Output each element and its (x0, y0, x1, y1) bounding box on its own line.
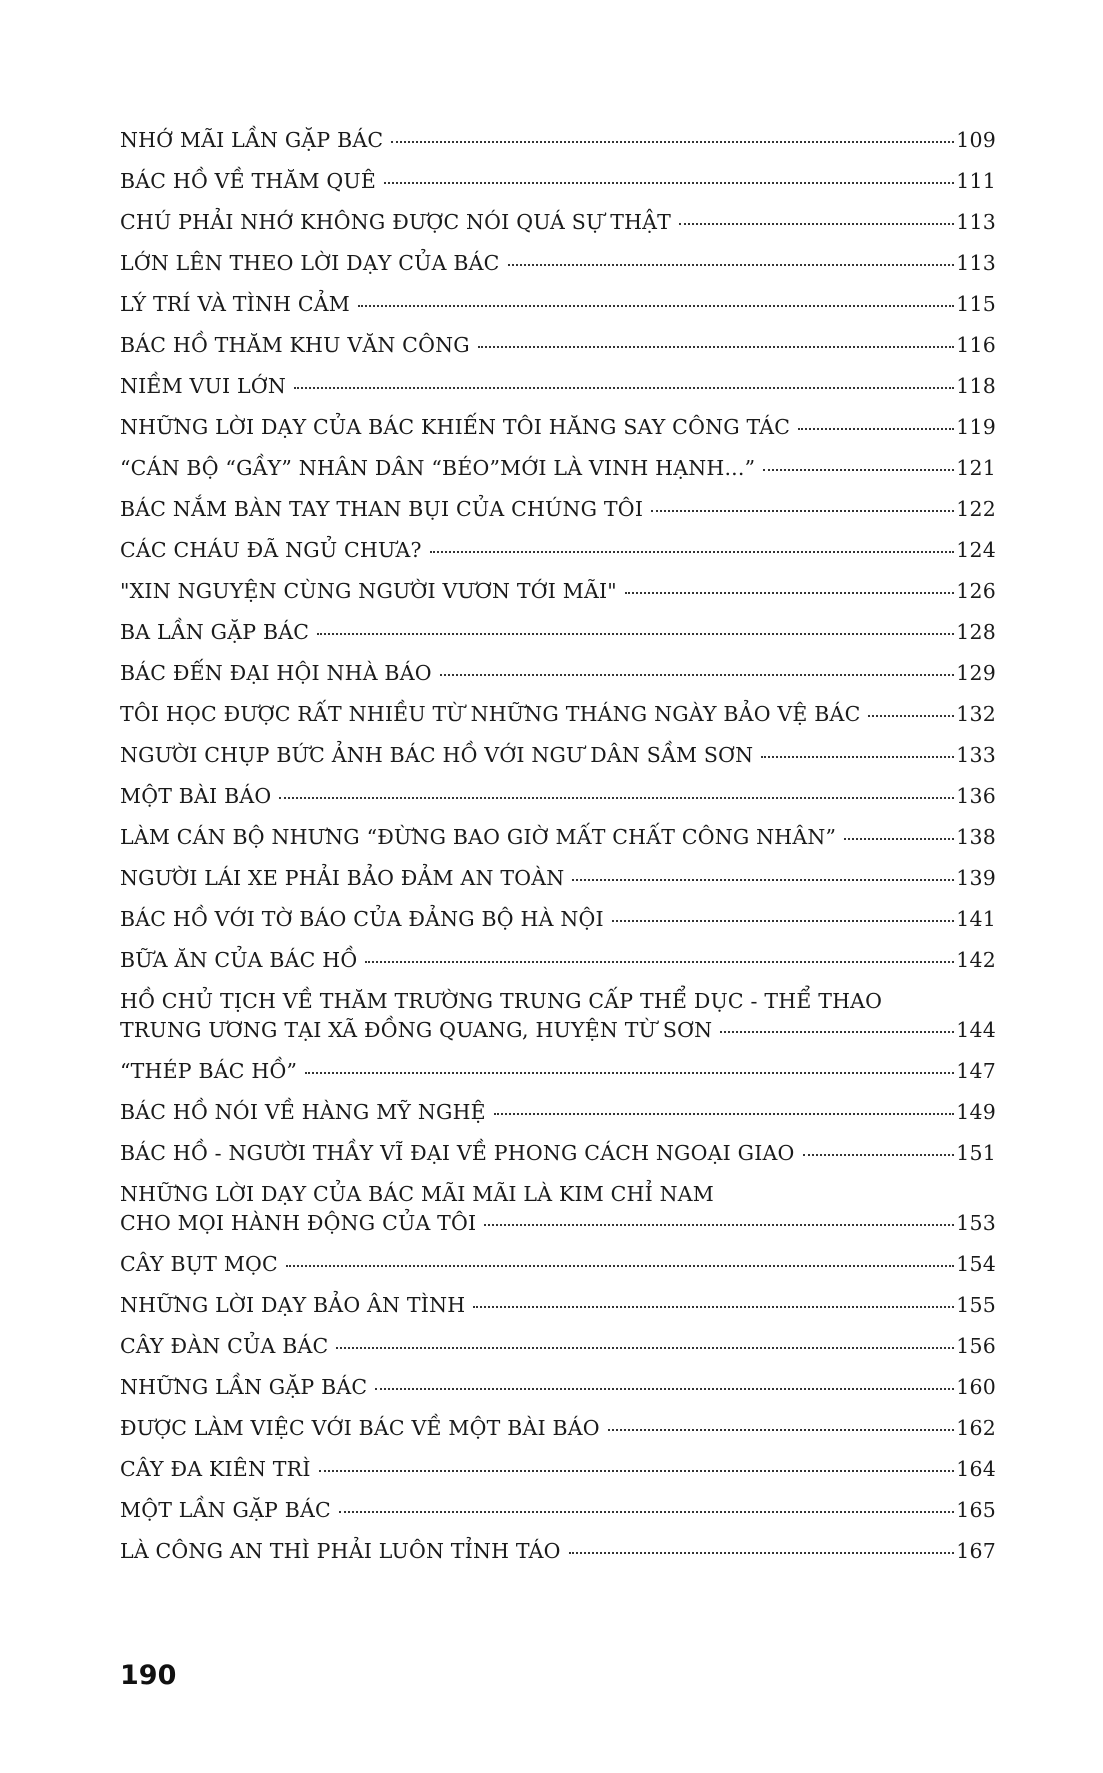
toc-entry-page-number: 128 (956, 620, 996, 644)
dot-leader (473, 1306, 954, 1308)
dot-leader (440, 674, 955, 676)
dot-leader (625, 592, 954, 594)
toc-entry-title: MỘT LẦN GẶP BÁC (120, 1498, 331, 1522)
toc-entry-line (120, 366, 996, 407)
toc-entry-line (120, 571, 996, 612)
toc-entry (120, 366, 996, 407)
toc-entry (120, 161, 996, 202)
toc-entry-page-number: 132 (956, 702, 996, 726)
toc-entry-line (120, 735, 996, 776)
dot-leader (803, 1154, 955, 1156)
toc-entry (120, 694, 996, 735)
toc-entry-title: CÂY ĐÀN CỦA BÁC (120, 1334, 329, 1358)
toc-entry-title: TRUNG ƯƠNG TẠI XÃ ĐỒNG QUANG, HUYỆN TỪ SƠN (120, 1018, 713, 1042)
toc-entry (120, 1531, 996, 1572)
toc-entry-line (120, 243, 996, 284)
toc-entry-title: BÁC NẮM BÀN TAY THAN BỤI CỦA CHÚNG TÔI (120, 497, 644, 521)
toc-entry (120, 202, 996, 243)
toc-entry-title: BỮA ĂN CỦA BÁC HỒ (120, 948, 358, 972)
toc-entry-title: BÁC HỒ NÓI VỀ HÀNG MỸ NGHỆ (120, 1100, 486, 1124)
toc-entry (120, 325, 996, 366)
toc-entry (120, 407, 996, 448)
dot-leader (763, 469, 954, 471)
toc-entry-title: TÔI HỌC ĐƯỢC RẤT NHIỀU TỪ NHỮNG THÁNG NGÀY BẢO VỆ BÁC (120, 702, 861, 726)
toc-entry (120, 284, 996, 325)
toc-entry-title: “CÁN BỘ “GẦY” NHÂN DÂN “BÉO”MỚI LÀ VINH HẠNH...” (120, 456, 756, 480)
toc-entry-line (120, 489, 996, 530)
toc-entry (120, 1408, 996, 1449)
toc-entry (120, 1174, 996, 1244)
toc-entry-title: "XIN NGUYỆN CÙNG NGƯỜI VƯƠN TỚI MÃI" (120, 579, 617, 603)
dot-leader (572, 879, 954, 881)
dot-leader (319, 1470, 955, 1472)
toc-entry-line (120, 1408, 996, 1449)
toc-entry-title: LỚN LÊN THEO LỜI DẠY CỦA BÁC (120, 251, 500, 275)
toc-entry (120, 571, 996, 612)
dot-leader (294, 387, 954, 389)
toc-entry-line (120, 1051, 996, 1092)
toc-entry-page-number: 138 (956, 825, 996, 849)
toc-entry-page-number: 109 (956, 128, 996, 152)
toc-entry-page-number: 113 (956, 251, 996, 275)
dot-leader (430, 551, 955, 553)
toc-entry-title-line (120, 981, 996, 1013)
toc-entry-title: BA LẦN GẶP BÁC (120, 620, 310, 644)
toc-entry-title: NHỮNG LẦN GẶP BÁC (120, 1375, 368, 1399)
toc-entry (120, 1490, 996, 1531)
toc-entry-page-number: 155 (956, 1293, 996, 1317)
toc-entry-page-number: 147 (956, 1059, 996, 1083)
toc-entry-line (120, 1285, 996, 1326)
dot-leader (384, 182, 954, 184)
toc-entry-title: BÁC HỒ VỚI TỜ BÁO CỦA ĐẢNG BỘ HÀ NỘI (120, 907, 604, 931)
toc-entry (120, 1244, 996, 1285)
toc-entry-page-number: 115 (956, 292, 996, 316)
dot-leader (358, 305, 954, 307)
toc-entry-title: CÂY BỤT MỌC (120, 1252, 278, 1276)
toc-entry-line (120, 202, 996, 243)
toc-entry-page-number: 154 (956, 1252, 996, 1276)
dot-leader (336, 1347, 954, 1349)
toc-entry (120, 243, 996, 284)
toc-entry-title: LÝ TRÍ VÀ TÌNH CẢM (120, 292, 350, 316)
toc-entry-title: CÁC CHÁU ĐÃ NGỦ CHƯA? (120, 538, 422, 562)
toc-entry-line (120, 407, 996, 448)
toc-entry (120, 1285, 996, 1326)
toc-entry (120, 1449, 996, 1490)
toc-entry-title-line (120, 1174, 996, 1206)
dot-leader (339, 1511, 954, 1513)
toc-entry-line (120, 817, 996, 858)
toc-entry-page-number: 165 (956, 1498, 996, 1522)
toc-entry-page-number: 164 (956, 1457, 996, 1481)
dot-leader (508, 264, 955, 266)
toc-entry-title-first-line: HỒ CHỦ TỊCH VỀ THĂM TRƯỜNG TRUNG CẤP THỂ DỤC - THỂ THAO (120, 989, 883, 1013)
dot-leader (494, 1113, 954, 1115)
dot-leader (317, 633, 954, 635)
toc-entry-title: NHỚ MÃI LẦN GẶP BÁC (120, 128, 384, 152)
toc-entry-title: NHỮNG LỜI DẠY CỦA BÁC KHIẾN TÔI HĂNG SAY CÔNG TÁC (120, 415, 791, 439)
toc-entry-page-number: 133 (956, 743, 996, 767)
toc-entry (120, 981, 996, 1051)
toc-entry-page-number: 124 (956, 538, 996, 562)
table-of-contents (120, 120, 996, 1572)
toc-entry-line (120, 1133, 996, 1174)
toc-entry (120, 1326, 996, 1367)
toc-entry (120, 1367, 996, 1408)
toc-entry-line (120, 612, 996, 653)
toc-entry-page-number: 144 (956, 1018, 996, 1042)
toc-entry (120, 1133, 996, 1174)
toc-entry (120, 612, 996, 653)
toc-entry-title: CHO MỌI HÀNH ĐỘNG CỦA TÔI (120, 1211, 477, 1235)
toc-entry-page-number: 160 (956, 1375, 996, 1399)
toc-entry-line (120, 1449, 996, 1490)
toc-entry (120, 735, 996, 776)
dot-leader (484, 1224, 954, 1226)
toc-entry-line (120, 161, 996, 202)
dot-leader (608, 1429, 955, 1431)
toc-entry-line (120, 120, 996, 161)
toc-entry-page-number: 142 (956, 948, 996, 972)
toc-entry-title: NGƯỜI CHỤP BỨC ẢNH BÁC HỒ VỚI NGƯ DÂN SẦM SƠN (120, 743, 754, 767)
toc-entry (120, 1092, 996, 1133)
toc-entry (120, 776, 996, 817)
dot-leader (375, 1388, 954, 1390)
toc-entry-title: NIỀM VUI LỚN (120, 374, 286, 398)
dot-leader (679, 223, 954, 225)
toc-entry (120, 653, 996, 694)
toc-entry-page-number: 116 (956, 333, 996, 357)
toc-entry-title: CÂY ĐA KIÊN TRÌ (120, 1457, 311, 1481)
toc-entry-line (120, 325, 996, 366)
toc-entry-line (120, 1092, 996, 1133)
toc-entry-page-number: 141 (956, 907, 996, 931)
toc-entry-title: BÁC HỒ VỀ THĂM QUÊ (120, 169, 377, 193)
toc-entry-line (120, 448, 996, 489)
dot-leader (844, 838, 954, 840)
toc-entry (120, 489, 996, 530)
toc-entry-title: NHỮNG LỜI DẠY BẢO ÂN TÌNH (120, 1293, 466, 1317)
toc-entry-line (120, 1326, 996, 1367)
toc-entry (120, 858, 996, 899)
toc-entry-title: BÁC ĐẾN ĐẠI HỘI NHÀ BÁO (120, 661, 432, 685)
toc-entry-page-number: 111 (956, 169, 996, 193)
toc-entry-title: CHÚ PHẢI NHỚ KHÔNG ĐƯỢC NÓI QUÁ SỰ THẬT (120, 210, 672, 234)
toc-entry-line (120, 530, 996, 571)
dot-leader (798, 428, 954, 430)
toc-entry (120, 940, 996, 981)
toc-entry-page-number: 129 (956, 661, 996, 685)
toc-entry-line (120, 1244, 996, 1285)
toc-entry-page-number: 126 (956, 579, 996, 603)
toc-entry-line (120, 1490, 996, 1531)
dot-leader (365, 961, 954, 963)
toc-entry-page-number: 119 (956, 415, 996, 439)
dot-leader (305, 1072, 954, 1074)
toc-entry-line (120, 653, 996, 694)
toc-entry-page-number: 162 (956, 1416, 996, 1440)
dot-leader (478, 346, 954, 348)
dot-leader (279, 797, 954, 799)
toc-entry-line (120, 899, 996, 940)
toc-entry-page-number: 122 (956, 497, 996, 521)
toc-entry-page-number: 156 (956, 1334, 996, 1358)
dot-leader (868, 715, 954, 717)
toc-entry-line (120, 284, 996, 325)
page-number: 190 (120, 1660, 177, 1691)
toc-entry (120, 1051, 996, 1092)
toc-entry-title: LÀM CÁN BỘ NHƯNG “ĐỪNG BAO GIỜ MẤT CHẤT CÔNG NHÂN” (120, 825, 837, 849)
toc-entry-page-number: 151 (956, 1141, 996, 1165)
toc-entry-page-number: 113 (956, 210, 996, 234)
toc-entry-line (120, 1531, 996, 1572)
toc-entry-title: BÁC HỒ - NGƯỜI THẦY VĨ ĐẠI VỀ PHONG CÁCH NGOẠI GIAO (120, 1141, 795, 1165)
toc-entry-title: BÁC HỒ THĂM KHU VĂN CÔNG (120, 333, 470, 357)
toc-entry-page-number: 118 (956, 374, 996, 398)
toc-entry-line (120, 694, 996, 735)
toc-entry-line (120, 776, 996, 817)
toc-entry-line (120, 858, 996, 899)
dot-leader (651, 510, 954, 512)
toc-entry (120, 530, 996, 571)
toc-entry-page-number: 121 (956, 456, 996, 480)
toc-entry-page-number: 153 (956, 1211, 996, 1235)
toc-entry-page-number: 136 (956, 784, 996, 808)
dot-leader (569, 1552, 955, 1554)
toc-entry-page-number: 139 (956, 866, 996, 890)
toc-entry (120, 817, 996, 858)
toc-entry-title: NGƯỜI LÁI XE PHẢI BẢO ĐẢM AN TOÀN (120, 866, 565, 890)
toc-entry-title: “THÉP BÁC HỒ” (120, 1059, 298, 1083)
dot-leader (720, 1031, 954, 1033)
toc-entry-line (120, 940, 996, 981)
toc-entry-title: MỘT BÀI BÁO (120, 784, 272, 808)
dot-leader (612, 920, 954, 922)
toc-entry (120, 899, 996, 940)
toc-entry-title: ĐƯỢC LÀM VIỆC VỚI BÁC VỀ MỘT BÀI BÁO (120, 1416, 600, 1440)
toc-entry-title-first-line: NHỮNG LỜI DẠY CỦA BÁC MÃI MÃI LÀ KIM CHỈ NAM (120, 1182, 714, 1206)
dot-leader (286, 1265, 954, 1267)
toc-entry-page-number: 167 (956, 1539, 996, 1563)
dot-leader (761, 756, 954, 758)
dot-leader (391, 141, 954, 143)
toc-entry-line (120, 1367, 996, 1408)
toc-entry-page-number: 149 (956, 1100, 996, 1124)
toc-entry (120, 448, 996, 489)
toc-entry-title: LÀ CÔNG AN THÌ PHẢI LUÔN TỈNH TÁO (120, 1539, 561, 1563)
toc-entry (120, 120, 996, 161)
